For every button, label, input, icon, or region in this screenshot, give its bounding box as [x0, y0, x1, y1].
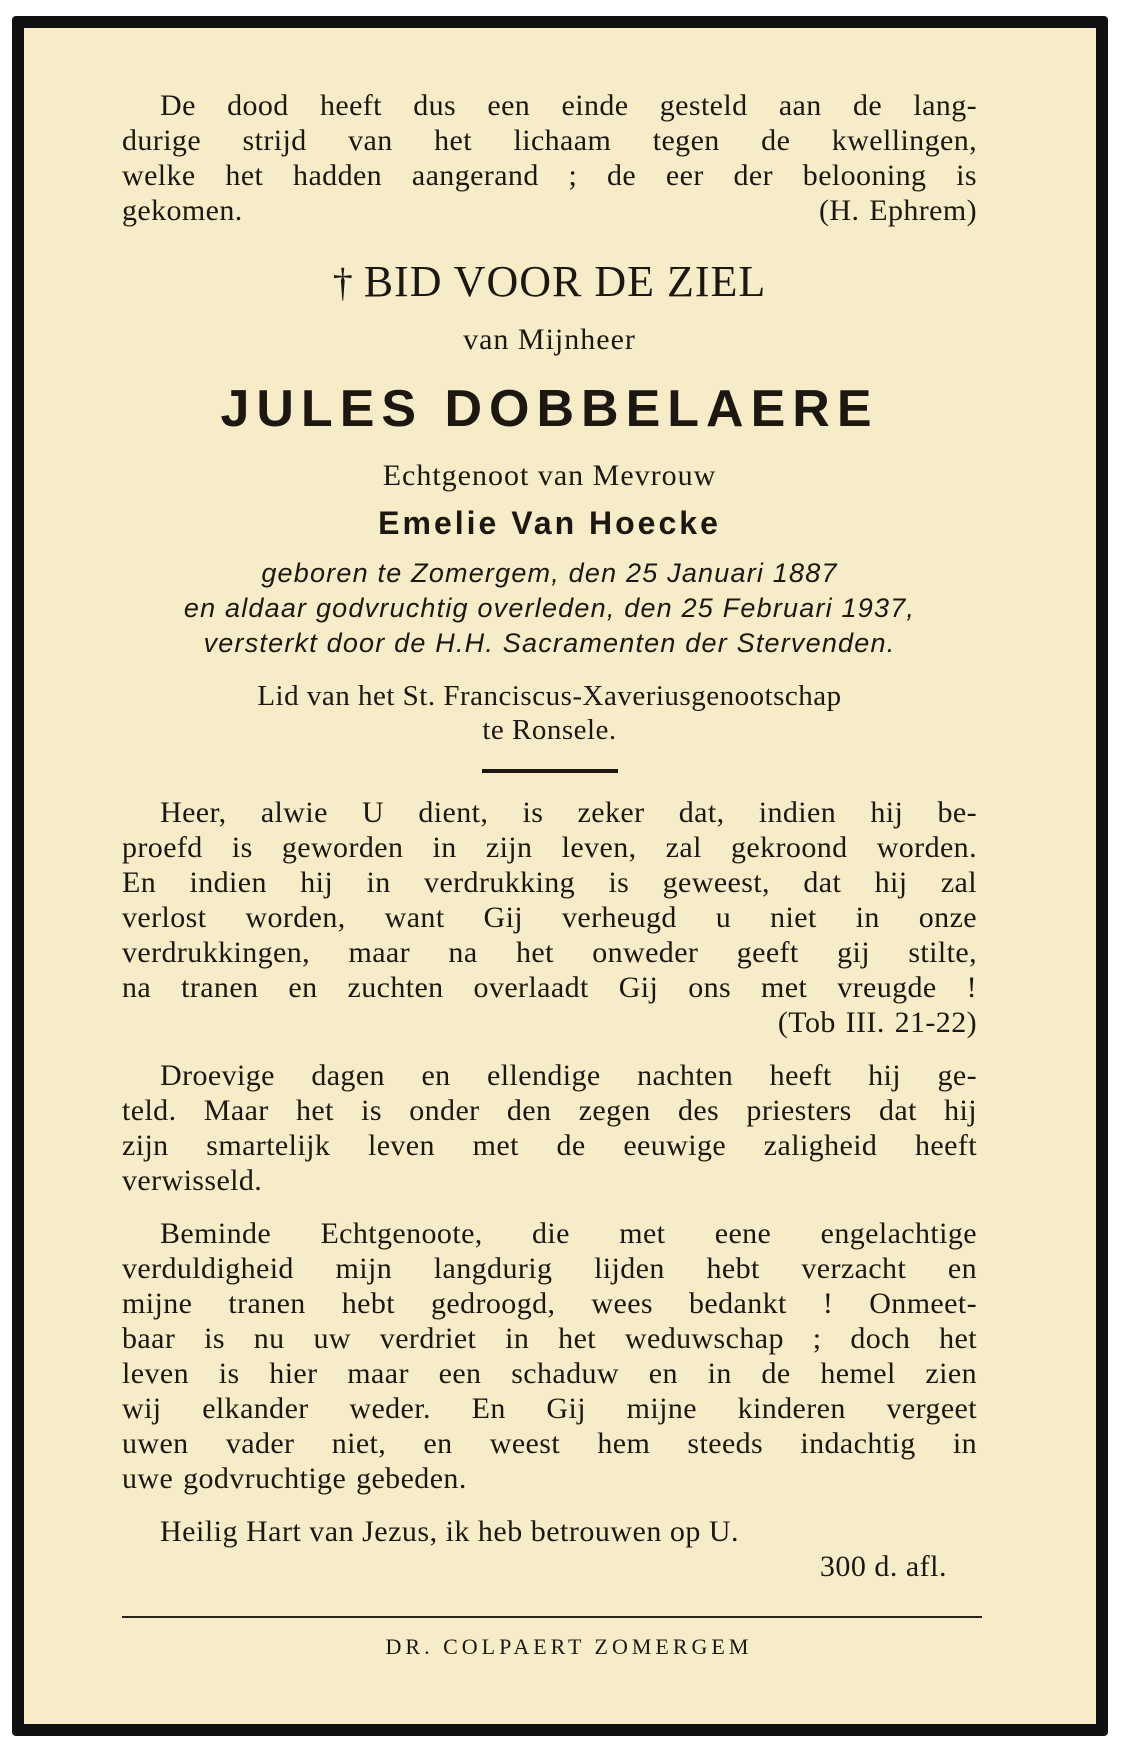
prayer-heading-text: BID VOOR DE ZIEL	[363, 257, 767, 306]
paragraph-line: wij elkander weder. En Gij mijne kinderen vergeet	[122, 1392, 977, 1425]
paragraph-line: uwe godvruchtige gebeden.	[122, 1462, 467, 1495]
paragraph-line: verduldigheid mijn langdurig lijden hebt verzacht en	[122, 1252, 977, 1285]
prayer-line: verdrukkingen, maar na het onweder geeft gij stilte,	[122, 936, 977, 969]
scripture-reference: (Tob III. 21-22)	[777, 1006, 977, 1039]
membership-line: te Ronsele.	[482, 714, 617, 746]
quote-attribution: (H. Ephrem)	[818, 194, 977, 227]
footer-divider	[122, 1616, 982, 1618]
prayer-line: verlost worden, want Gij verheugd u niet in onze	[122, 901, 977, 934]
cross-icon: †	[332, 260, 354, 305]
life-dates	[122, 556, 977, 661]
quote-line: durige strijd van het lichaam tegen de kwellingen,	[122, 124, 977, 157]
card-content	[122, 88, 977, 1584]
scripture-prayer	[122, 795, 977, 1040]
indulgence-days: 300 d. afl.	[819, 1550, 947, 1583]
paragraph-line: mijne tranen hebt gedroogd, wees bedankt ! Onmeet-	[122, 1287, 977, 1320]
paragraph-spouse	[122, 1216, 977, 1496]
indulgence	[122, 1514, 977, 1584]
prayer-line: En indien hij in verdrukking is geweest, dat hij zal	[122, 866, 977, 899]
deceased-name: JULES DOBBELAERE	[220, 380, 879, 438]
spouse-name: Emelie Van Hoecke	[378, 505, 721, 541]
paragraph-line: teld. Maar het is onder den zegen des priesters dat hij	[122, 1094, 977, 1127]
life-line: geboren te Zomergem, den 25 Januari 1887	[261, 558, 838, 588]
quote-line: gekomen.	[122, 194, 243, 227]
paragraph-nights	[122, 1058, 977, 1198]
paragraph-line: Droevige dagen en ellendige nachten heeft hij ge-	[160, 1059, 977, 1092]
printer-credit: DR. COLPAERT ZOMERGEM	[385, 1634, 753, 1659]
prayer-heading	[122, 256, 977, 307]
membership-line: Lid van het St. Franciscus-Xaveriusgenootschap	[257, 680, 842, 712]
paragraph-line: Beminde Echtgenoote, die met eene engelachtige	[160, 1217, 977, 1250]
life-line: en aldaar godvruchtig overleden, den 25 Februari 1937,	[183, 593, 916, 623]
paragraph-line: leven is hier maar een schaduw en in de hemel zien	[122, 1357, 977, 1390]
paragraph-line: verwisseld.	[122, 1164, 263, 1197]
opening-quote	[122, 88, 977, 228]
membership	[122, 679, 977, 747]
prayer-line: Heer, alwie U dient, is zeker dat, indien hij be-	[160, 796, 977, 829]
quote-line: De dood heeft dus een einde gesteld aan de lang-	[160, 89, 977, 122]
prayer-line: na tranen en zuchten overlaadt Gij ons met vreugde !	[122, 971, 977, 1004]
indulgence-prayer: Heilig Hart van Jezus, ik heb betrouwen op U.	[160, 1515, 740, 1548]
quote-last-line	[122, 193, 977, 228]
honorific: van Mijnheer	[463, 323, 636, 356]
divider	[482, 769, 618, 773]
spouse-intro: Echtgenoot van Mevrouw	[382, 459, 717, 492]
quote-line: welke het hadden aangerand ; de eer der belooning is	[122, 159, 977, 192]
paragraph-line: uwen vader niet, en weest hem steeds indachtig in	[122, 1427, 977, 1460]
paragraph-line: baar is nu uw verdriet in het weduwschap ; doch het	[122, 1322, 977, 1355]
paragraph-line: zijn smartelijk leven met de eeuwige zaligheid heeft	[122, 1129, 977, 1162]
prayer-line: proefd is geworden in zijn leven, zal gekroond worden.	[122, 831, 977, 864]
life-line: versterkt door de H.H. Sacramenten der Stervenden.	[203, 628, 896, 658]
